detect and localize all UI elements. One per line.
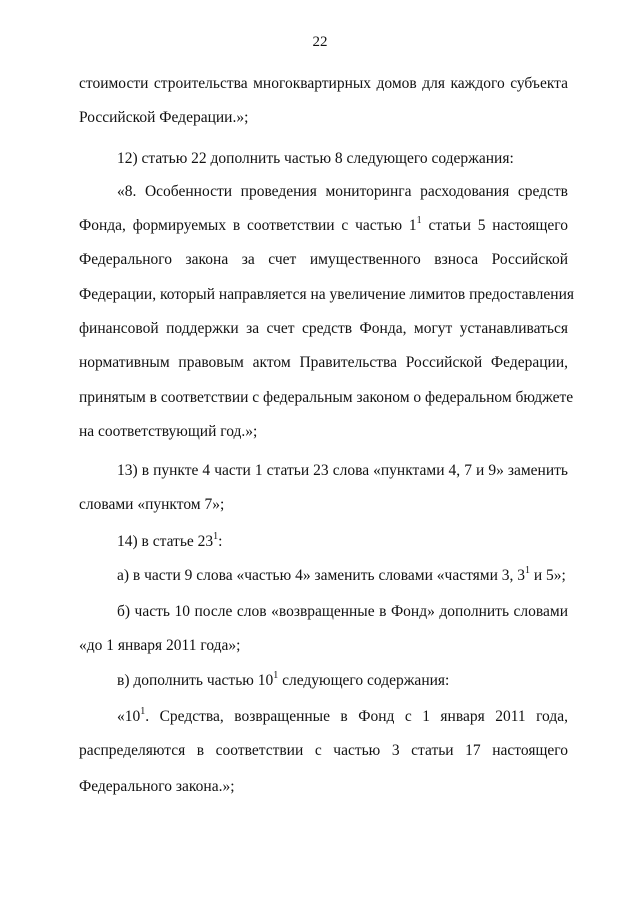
text-line: на соответствующий год.»; (79, 423, 258, 440)
text-line: Федерального закона за счет имущественного взноса Российской (79, 251, 568, 268)
text-line: распределяются в соответствии с частью 3 статьи 17 настоящего (79, 742, 568, 759)
text-line: стоимости строительства многоквартирных домов для каждого субъекта (79, 75, 568, 92)
text-line: Российской Федерации.»; (79, 109, 249, 126)
text-line: нормативным правовым актом Правительства Российской Федерации, (79, 354, 568, 371)
text-line: Фонда, формируемых в соответствии с частью $1^1$ статьи 5 настоящего (79, 214, 569, 234)
text-line: словами «пунктом 7»; (79, 496, 225, 513)
text-line: «до 1 января 2011 года»; (79, 637, 241, 654)
text-line: в) дополнить частью $10^1$ следующего содержания: (117, 669, 450, 689)
text-line: «8. Особенности проведения мониторинга расходования средств (117, 183, 568, 200)
text-line: б) часть 10 после слов «возвращенные в Фонд» дополнить словами (117, 603, 568, 620)
text-line: финансовой поддержки за счет средств Фонда, могут устанавливаться (79, 320, 568, 337)
text-line: Федерации, который направляется на увеличение лимитов предоставления (79, 286, 575, 303)
text-line: Федерального закона.»; (79, 778, 235, 795)
page-number: 22 (312, 34, 328, 50)
text-line: принятым в соответствии с федеральным законом о федеральном бюджете (79, 389, 574, 406)
text-line: «$10^1$. Средства, возвращенные в Фонд с 1 января 2011 года, (117, 705, 568, 725)
text-line: а) в части 9 слова «частью 4» заменить словами «частями 3, $3^1$ и 5»; (117, 564, 566, 584)
text-line: 12) статью 22 дополнить частью 8 следующего содержания: (117, 150, 514, 167)
text-line: 13) в пункте 4 части 1 статьи 23 слова «пунктами 4, 7 и 9» заменить (117, 462, 568, 479)
text-line: 14) в статье $23^1$: (117, 530, 223, 550)
